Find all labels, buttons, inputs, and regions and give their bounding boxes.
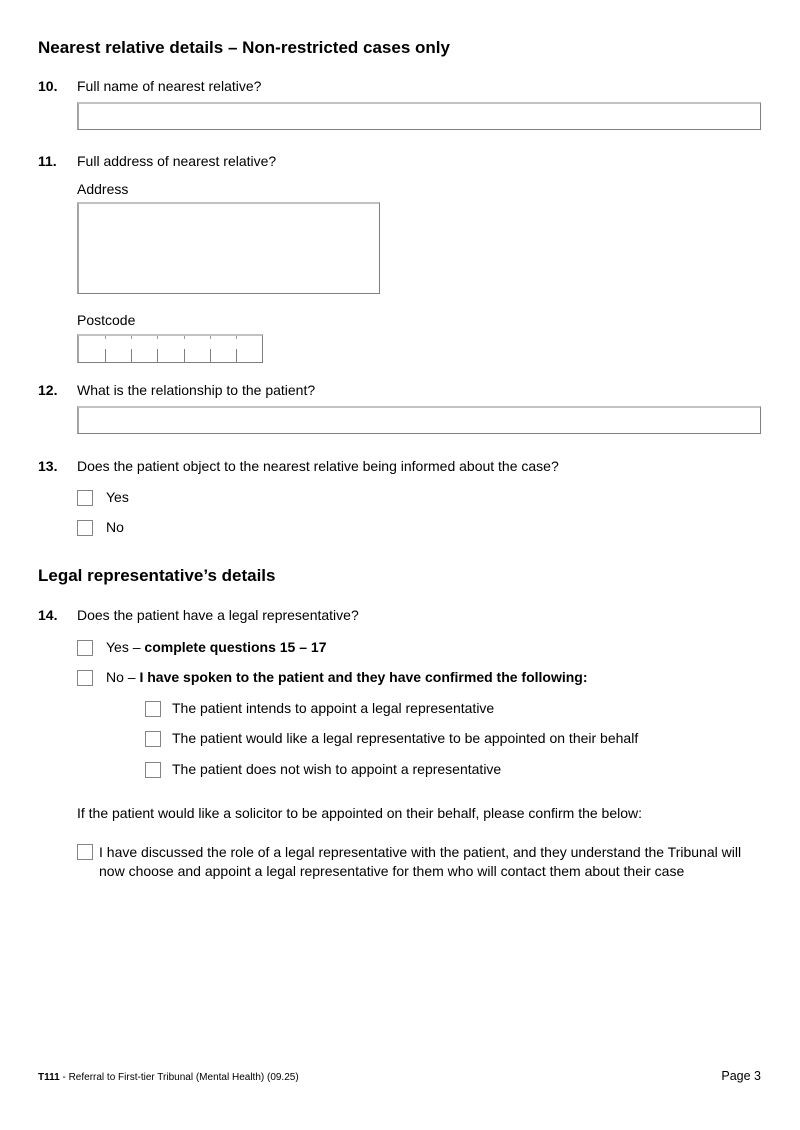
postcode-cell-divider-top bbox=[157, 336, 158, 339]
solicitor-note: If the patient would like a solicitor to be appointed on their behalf, please confirm the below: bbox=[77, 805, 643, 821]
address-label: Address bbox=[77, 181, 129, 197]
question-12-number: 12. bbox=[38, 382, 58, 398]
q14-no-label-prefix: No – bbox=[106, 669, 140, 685]
q14-no-label bbox=[106, 669, 588, 686]
question-13 bbox=[38, 458, 761, 475]
q14-sub-intends-label: The patient intends to appoint a legal representative bbox=[172, 700, 495, 716]
q14-no-checkbox[interactable] bbox=[77, 670, 93, 686]
question-10-text: Full name of nearest relative? bbox=[77, 78, 262, 94]
postcode-cell-divider-top bbox=[131, 336, 132, 339]
question-13-number: 13. bbox=[38, 458, 58, 474]
question-14-options bbox=[77, 639, 761, 881]
postcode-cell-divider-top bbox=[210, 336, 211, 339]
footer-form-reference bbox=[38, 1071, 299, 1084]
question-10-number: 10. bbox=[38, 78, 58, 94]
q14-confirm-checkbox[interactable] bbox=[77, 844, 93, 860]
q14-sub-appointed-behalf-checkbox[interactable] bbox=[145, 731, 161, 747]
q14-sub-option-intends bbox=[145, 700, 761, 717]
postcode-cell-divider bbox=[184, 349, 185, 362]
q14-option-yes bbox=[77, 639, 761, 656]
question-11-text: Full address of nearest relative? bbox=[77, 153, 277, 169]
q13-no-checkbox[interactable] bbox=[77, 520, 93, 536]
question-13-text: Does the patient object to the nearest relative being informed about the case? bbox=[77, 458, 559, 474]
question-10-input-wrap bbox=[77, 102, 761, 130]
footer-form-code: T111 bbox=[38, 1072, 60, 1083]
question-12 bbox=[38, 382, 761, 399]
postcode-cell-divider bbox=[105, 349, 106, 362]
q14-confirm-label: I have discussed the role of a legal representative with the patient, and they understand the Tribunal will now choose and appoint a legal representative for them who will contact them about their case bbox=[99, 844, 742, 879]
q14-sub-appointed-behalf-label: The patient would like a legal representative to be appointed on their behalf bbox=[172, 730, 639, 746]
postcode-cell-divider bbox=[157, 349, 158, 362]
q13-option-no bbox=[77, 519, 761, 536]
page-footer bbox=[38, 1068, 761, 1084]
postcode-cell-divider-top bbox=[184, 336, 185, 339]
question-11-fields bbox=[77, 181, 761, 363]
q14-yes-label bbox=[106, 639, 326, 656]
question-12-input-wrap bbox=[77, 406, 761, 434]
q13-yes-checkbox[interactable] bbox=[77, 490, 93, 506]
q14-yes-label-prefix: Yes – bbox=[106, 639, 145, 655]
q13-option-yes bbox=[77, 489, 761, 506]
postcode-cell-divider bbox=[210, 349, 211, 362]
q14-sub-no-wish-label: The patient does not wish to appoint a representative bbox=[172, 761, 502, 777]
q14-sub-no-wish-checkbox[interactable] bbox=[145, 762, 161, 778]
section-title-nearest-relative: Nearest relative details – Non-restricted cases only bbox=[38, 38, 450, 57]
q13-yes-label: Yes bbox=[106, 489, 129, 505]
postcode-comb[interactable] bbox=[77, 334, 263, 363]
q14-sub-option-appointed-behalf bbox=[145, 730, 761, 747]
postcode-cell-divider bbox=[236, 349, 237, 362]
footer-page-number: Page 3 bbox=[721, 1069, 761, 1083]
q14-sub-intends-checkbox[interactable] bbox=[145, 701, 161, 717]
question-11 bbox=[38, 153, 761, 170]
q11-address-input[interactable] bbox=[77, 202, 380, 294]
q13-no-label: No bbox=[106, 519, 124, 535]
question-14 bbox=[38, 607, 761, 624]
postcode-cell-divider-top bbox=[236, 336, 237, 339]
q14-sub-option-no-wish bbox=[145, 761, 761, 778]
q14-option-no bbox=[77, 669, 761, 686]
postcode-cell-divider-top bbox=[105, 336, 106, 339]
question-14-number: 14. bbox=[38, 607, 58, 623]
question-12-text: What is the relationship to the patient? bbox=[77, 382, 316, 398]
question-13-options bbox=[77, 489, 761, 536]
q14-yes-checkbox[interactable] bbox=[77, 640, 93, 656]
section-title-legal-representative: Legal representative’s details bbox=[38, 566, 276, 585]
footer-form-title: - Referral to First-tier Tribunal (Mental Health) (09.25) bbox=[59, 1072, 299, 1083]
q14-yes-label-bold: complete questions 15 – 17 bbox=[144, 639, 327, 655]
q10-full-name-input[interactable] bbox=[77, 102, 761, 130]
question-14-text: Does the patient have a legal representative? bbox=[77, 607, 359, 623]
question-11-number: 11. bbox=[38, 153, 57, 169]
q14-no-label-bold: I have spoken to the patient and they have confirmed the following: bbox=[139, 669, 588, 685]
postcode-cell-divider bbox=[131, 349, 132, 362]
postcode-label: Postcode bbox=[77, 312, 136, 328]
q12-relationship-input[interactable] bbox=[77, 406, 761, 434]
q14-confirm-option bbox=[77, 843, 761, 881]
question-10 bbox=[38, 78, 761, 95]
